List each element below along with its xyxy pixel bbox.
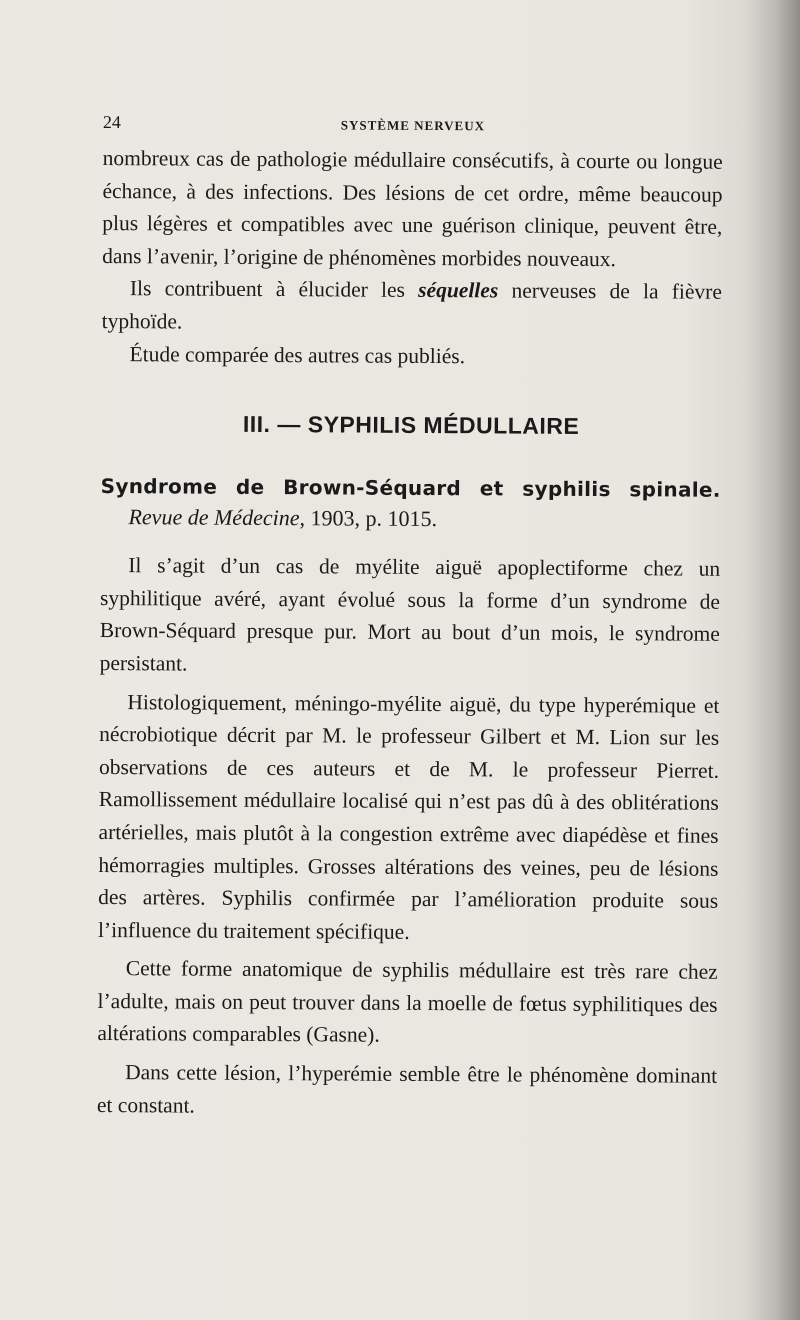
page-number: 24	[102, 112, 121, 133]
intro-paragraph-3: Étude comparée des autres cas publiés.	[129, 341, 466, 368]
body-paragraph-3: Cette forme anatomique de syphilis médullaire est très rare chez l’adulte, mais on peut trouver dans la moelle de fœtus syphilitiques des altérations comparables (Gasne).	[97, 956, 718, 1048]
intro-p2-before: Ils contribuent à élucider les	[129, 276, 419, 303]
body-paragraph-2: Histologiquement, méningo-myélite aiguë, du type hyperémique et nécrobiotique décrit par M. le professeur Gilbert et M. Lion sur les observations de ces auteurs et de M. le professeur Pierret. Ramollissement médullaire localisé qui n’est pas dû à des oblitérations artérielles, mais plutôt à la congestion extrême avec diapédèse et fines hémorragies multiples. Grosses altérations des veines, peu de lésions des artères. Syphilis confirmée par l’amélioration produite sous l’influence du traitement spécifique.	[97, 689, 720, 944]
section-title: III. — SYPHILIS MÉDULLAIRE	[242, 411, 580, 440]
article-title: Syndrome de Brown-Séquard et syphilis spinale.	[100, 474, 721, 502]
book-page	[97, 112, 723, 1125]
body-paragraph-1: Il s’agit d’un cas de myélite aiguë apoplectiforme chez un syphilitique avéré, ayant évolué sous la forme d’un syndrome de Brown-Séquard presque pur. Mort au bout d’un mois, le syndrome persistant.	[99, 553, 721, 676]
running-head	[103, 112, 723, 146]
article-citation: , 1903, p. 1015.	[299, 505, 438, 532]
article-source	[100, 501, 720, 537]
article-journal: Revue de Médecine	[128, 504, 300, 531]
intro-p2-after: nerveuses de la fièvre typhoïde.	[101, 278, 722, 334]
running-title: SYSTÈME NERVEUX	[340, 117, 486, 134]
intro-paragraph-1: nombreux cas de pathologie médullaire consécutifs, à courte ou longue échance, à des infections. Des lésions de cet ordre, même beaucoup plus légères et compatibles avec une guérison clinique, peuvent être, dans l’avenir, l’origine de phénomènes morbides nouveaux.	[102, 145, 723, 271]
intro-paragraph-2	[102, 272, 722, 341]
body-paragraph-4: Dans cette lésion, l’hyperémie semble être le phénomène dominant et constant.	[96, 1060, 718, 1118]
intro-p2-emphasis: séquelles	[418, 278, 499, 303]
